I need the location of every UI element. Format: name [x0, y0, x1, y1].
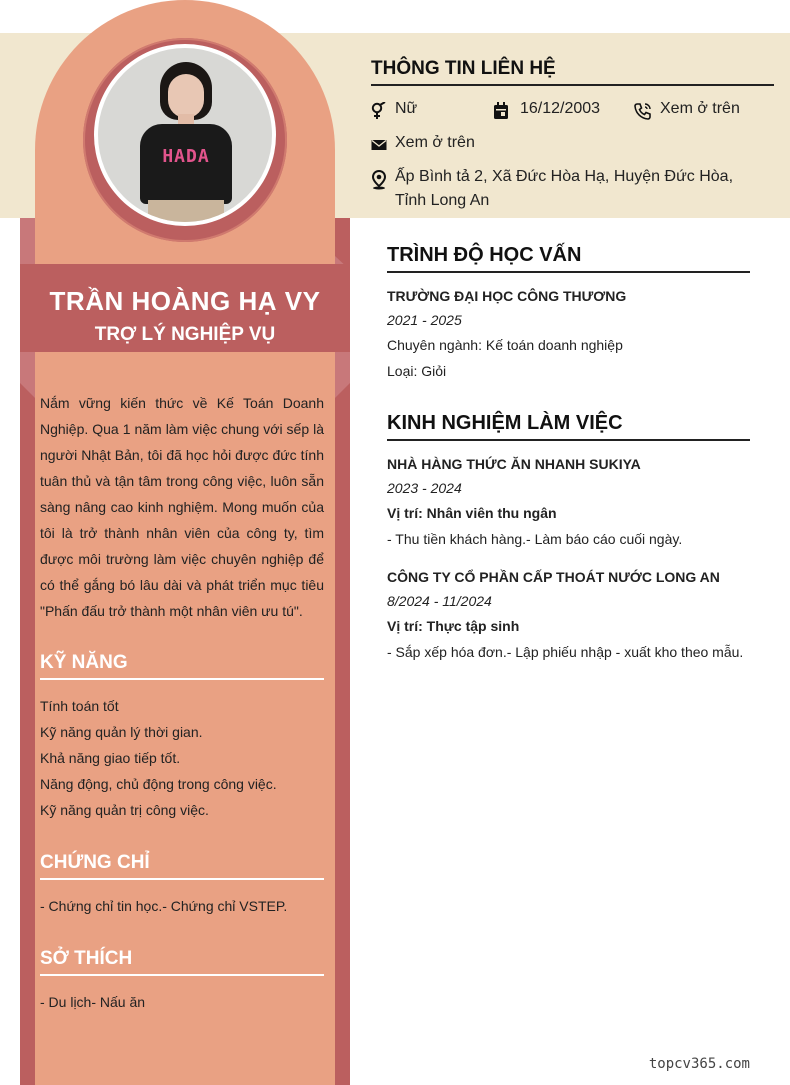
contact-address	[371, 165, 761, 213]
candidate-role: TRỢ LÝ NGHIỆP VỤ	[94, 324, 276, 345]
job-tasks: - Thu tiền khách hàng.- Làm báo cáo cuối ngày.	[387, 531, 683, 547]
certificates-text: - Chứng chỉ tin học.- Chứng chỉ VSTEP.	[40, 898, 288, 914]
list-item: Kỹ năng quản trị công việc.	[40, 802, 209, 818]
address-value: Ấp Bình tả 2, Xã Đức Hòa Hạ, Huyện Đức Hòa, Tỉnh Long An	[395, 168, 734, 209]
education-major: Chuyên ngành: Kế toán doanh nghiệp	[387, 337, 623, 353]
calendar-icon	[493, 102, 509, 120]
certificates-heading: CHỨNG CHỈ	[40, 852, 324, 880]
contact-phone	[634, 100, 774, 120]
job-period: 2023 - 2024	[387, 480, 462, 496]
hobbies-heading: SỞ THÍCH	[40, 948, 324, 976]
contact-heading: THÔNG TIN LIÊN HỆ	[371, 58, 774, 86]
list-item: Kỹ năng quản lý thời gian.	[40, 724, 203, 740]
gender-value: Nữ	[395, 100, 418, 117]
contact-birthday	[493, 100, 628, 120]
email-value: Xem ở trên	[395, 134, 475, 151]
job-position: Vị trí: Thực tập sinh	[387, 618, 520, 634]
experience-heading: KINH NGHIỆM LÀM VIỆC	[387, 412, 750, 441]
skills-heading: KỸ NĂNG	[40, 652, 324, 680]
phone-icon	[634, 102, 652, 120]
skills-list	[40, 693, 324, 823]
mail-icon	[371, 136, 387, 154]
job-period: 8/2024 - 11/2024	[387, 593, 492, 609]
gender-icon	[371, 102, 387, 120]
avatar	[98, 48, 272, 222]
job-company: CÔNG TY CỔ PHẦN CẤP THOÁT NƯỚC LONG AN	[387, 569, 720, 585]
avatar-shirt-print: HADA	[162, 146, 210, 167]
contact-email	[371, 134, 571, 154]
footer-site: topcv365.com	[648, 1056, 750, 1072]
list-item: Năng động, chủ động trong công việc.	[40, 776, 277, 792]
profile-summary: Nắm vững kiến thức về Kế Toán Doanh Nghiệp. Qua 1 năm làm việc chung với sếp là người Nhật Bản, tôi đã học hỏi được đức tính tuân thủ và tận tâm trong công việc, luôn sẵn sàng nâng cao kinh nghiệm. Mong muốn của tôi là trở thành nhân viên của công ty, tìm được môi trường làm việc chuyên nghiệp để có thể gắng bó lâu dài và phát triển mục tiêu "Phấn đấu trở thành một nhân viên ưu tú".	[40, 395, 324, 619]
education-period: 2021 - 2025	[387, 312, 462, 328]
contact-gender	[371, 100, 481, 120]
location-icon	[371, 170, 387, 190]
education-rank: Loại: Giỏi	[387, 363, 447, 379]
job-company: NHÀ HÀNG THỨC ĂN NHANH SUKIYA	[387, 456, 641, 472]
education-heading: TRÌNH ĐỘ HỌC VẤN	[387, 244, 750, 273]
phone-value: Xem ở trên	[660, 100, 740, 117]
hobbies-text: - Du lịch- Nấu ăn	[40, 994, 146, 1010]
job-tasks: - Sắp xếp hóa đơn.- Lập phiếu nhập - xuất kho theo mẫu.	[387, 644, 744, 660]
candidate-name: TRẦN HOÀNG HẠ VY	[49, 286, 321, 316]
list-item: Khả năng giao tiếp tốt.	[40, 750, 181, 766]
birthday-value: 16/12/2003	[520, 100, 601, 117]
education-school: TRƯỜNG ĐẠI HỌC CÔNG THƯƠNG	[387, 288, 627, 304]
list-item: Tính toán tốt	[40, 698, 119, 714]
job-position: Vị trí: Nhân viên thu ngân	[387, 505, 557, 521]
